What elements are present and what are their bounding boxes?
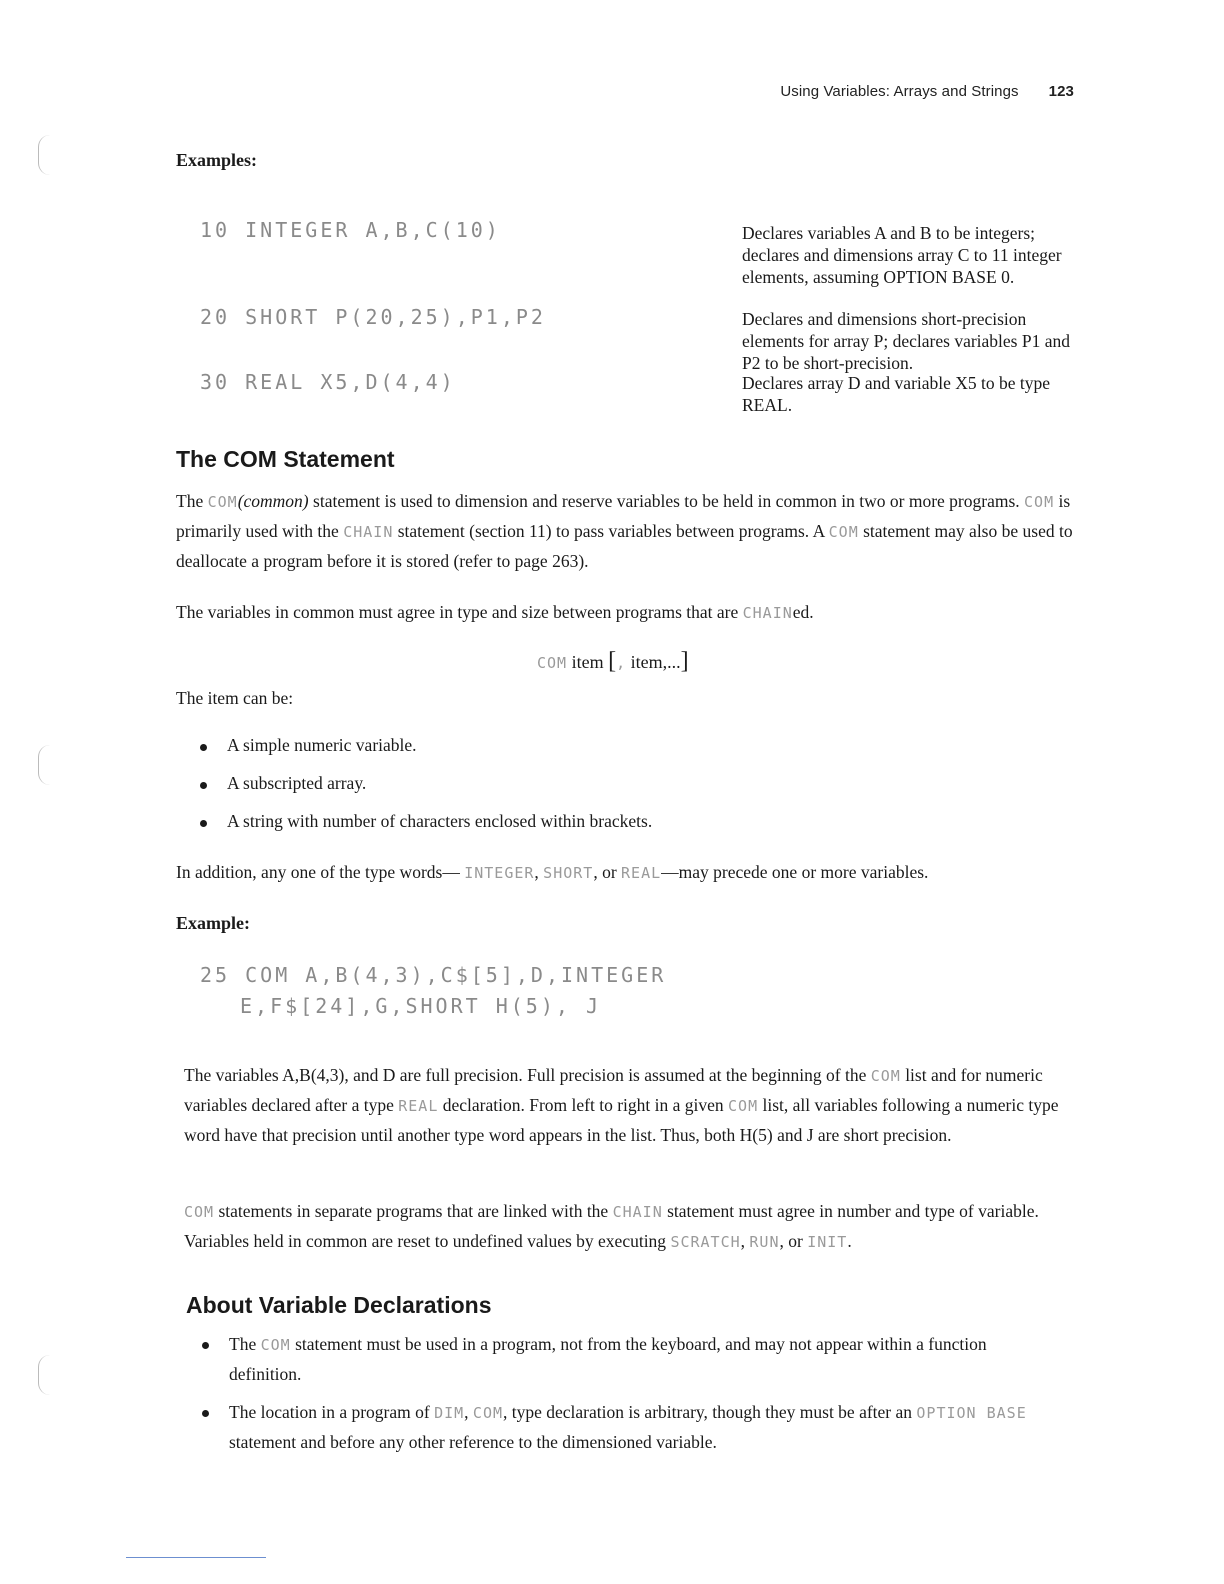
code-example-1-description: Declares variables A and B to be integers; declares and dimensions array C to 11 integer elements, assuming OPTION BASE 0. — [742, 223, 1062, 287]
text: item — [567, 652, 609, 672]
keyword-run: RUN — [749, 1233, 780, 1251]
running-head — [780, 83, 1074, 100]
text: In addition, any one of the type words— — [176, 862, 465, 882]
examples-label: Examples: — [176, 150, 257, 170]
keyword-real: REAL — [398, 1097, 439, 1115]
margin-mark — [38, 135, 59, 175]
keyword-com: COM — [207, 493, 238, 511]
code-example-3-description: Declares array D and variable X5 to be type REAL. — [742, 373, 1051, 415]
keyword-dim: DIM — [434, 1404, 465, 1422]
text: The location in a program of — [229, 1402, 435, 1422]
keyword-com: COM — [537, 654, 568, 672]
keyword-com: COM — [184, 1203, 215, 1221]
keyword-scratch: SCRATCH — [670, 1233, 741, 1251]
text: statement may also be used to deallocate a program before it is stored (refer to page 263). — [176, 521, 1073, 571]
text: statement must agree in number and type of variable. Variables held in common are reset to undefined values by executing — [184, 1201, 1039, 1251]
text: list and for numeric variables declared after a type — [184, 1065, 1043, 1115]
keyword-real: REAL — [621, 864, 662, 882]
about-list — [202, 1330, 1062, 1466]
margin-mark — [38, 1355, 59, 1395]
text: item,... — [626, 652, 681, 672]
com-paragraph-3 — [176, 858, 1086, 888]
code-example-3: 30 REAL X5,D(4,4) — [200, 370, 456, 394]
keyword-chain: CHAIN — [742, 604, 793, 622]
text: —may precede one or more variables. — [661, 862, 929, 882]
com-syntax — [537, 648, 689, 675]
text: , — [740, 1231, 750, 1251]
page-number: 123 — [1048, 83, 1074, 100]
example-code-line-2: E,F$[24],G,SHORT H(5), J — [240, 994, 601, 1018]
text: The — [176, 491, 208, 511]
keyword-com: COM — [260, 1336, 291, 1354]
text: list, all variables following a numeric type word have that precision until another type word appears in the list. Thus, both H(5) and J are short precision. — [184, 1095, 1059, 1145]
text: The — [229, 1334, 261, 1354]
margin-mark — [38, 745, 59, 785]
list-item: A simple numeric variable. — [200, 735, 652, 756]
keyword-com: COM — [1024, 493, 1055, 511]
text: statements in separate programs that are linked with the — [214, 1201, 613, 1221]
list-item — [202, 1398, 1062, 1457]
code-example-1: 10 INTEGER A,B,C(10) — [200, 218, 501, 242]
com-paragraph-4 — [184, 1061, 1084, 1150]
text: The variables in common must agree in type and size between programs that are — [176, 602, 743, 622]
text: , or — [779, 1231, 808, 1251]
text: . — [847, 1231, 852, 1251]
bracket-close: ] — [680, 648, 689, 674]
section-heading-com: The COM Statement — [176, 446, 395, 472]
com-paragraph-1 — [176, 487, 1086, 576]
bracket-open: [ — [608, 648, 617, 674]
text: , type declaration is arbitrary, though they must be after an — [503, 1402, 917, 1422]
item-list — [200, 735, 652, 849]
com-paragraph-2 — [176, 598, 1086, 628]
keyword-integer: INTEGER — [464, 864, 535, 882]
com-paragraph-5 — [184, 1197, 1084, 1257]
list-item: A subscripted array. — [200, 773, 652, 794]
text: statement (section 11) to pass variables between programs. A — [393, 521, 829, 541]
keyword-chain: CHAIN — [343, 523, 394, 541]
list-item: A string with number of characters enclosed within brackets. — [200, 811, 652, 832]
text: declaration. From left to right in a given — [438, 1095, 729, 1115]
keyword-option-base: OPTION BASE — [916, 1404, 1027, 1422]
keyword-init: INIT — [807, 1233, 848, 1251]
text: The variables A,B(4,3), and D are full precision. Full precision is assumed at the beginning of the — [184, 1065, 871, 1085]
text-common: (common) — [237, 491, 309, 511]
text: statement is used to dimension and reserve variables to be held in common in two or more programs. — [308, 491, 1025, 511]
text: , — [534, 862, 544, 882]
keyword-chain: CHAIN — [612, 1203, 663, 1221]
keyword-comma: , — [616, 654, 627, 672]
text: , — [464, 1402, 473, 1422]
text: statement must be used in a program, not from the keyboard, and may not appear within a function definition. — [229, 1334, 987, 1384]
footer-rule — [126, 1557, 266, 1558]
example-label: Example: — [176, 913, 250, 933]
keyword-com: COM — [870, 1067, 901, 1085]
keyword-short: SHORT — [543, 864, 594, 882]
code-example-2: 20 SHORT P(20,25),P1,P2 — [200, 305, 546, 329]
text: ed. — [792, 602, 814, 622]
keyword-com: COM — [828, 523, 859, 541]
keyword-com: COM — [728, 1097, 759, 1115]
section-heading-about: About Variable Declarations — [186, 1292, 492, 1318]
running-title: Using Variables: Arrays and Strings — [780, 83, 1019, 100]
text: is primarily used with the — [176, 491, 1071, 541]
keyword-com: COM — [472, 1404, 504, 1422]
item-intro: The item can be: — [176, 688, 294, 708]
code-example-2-description: Declares and dimensions short-precision elements for array P; declares variables P1 and P2 to be short-precision. — [742, 309, 1070, 373]
example-code-line-1: 25 COM A,B(4,3),C$[5],D,INTEGER — [200, 963, 667, 987]
list-item — [202, 1330, 1062, 1389]
text: statement and before any other reference to the dimensioned variable. — [229, 1432, 717, 1452]
text: , or — [593, 862, 622, 882]
